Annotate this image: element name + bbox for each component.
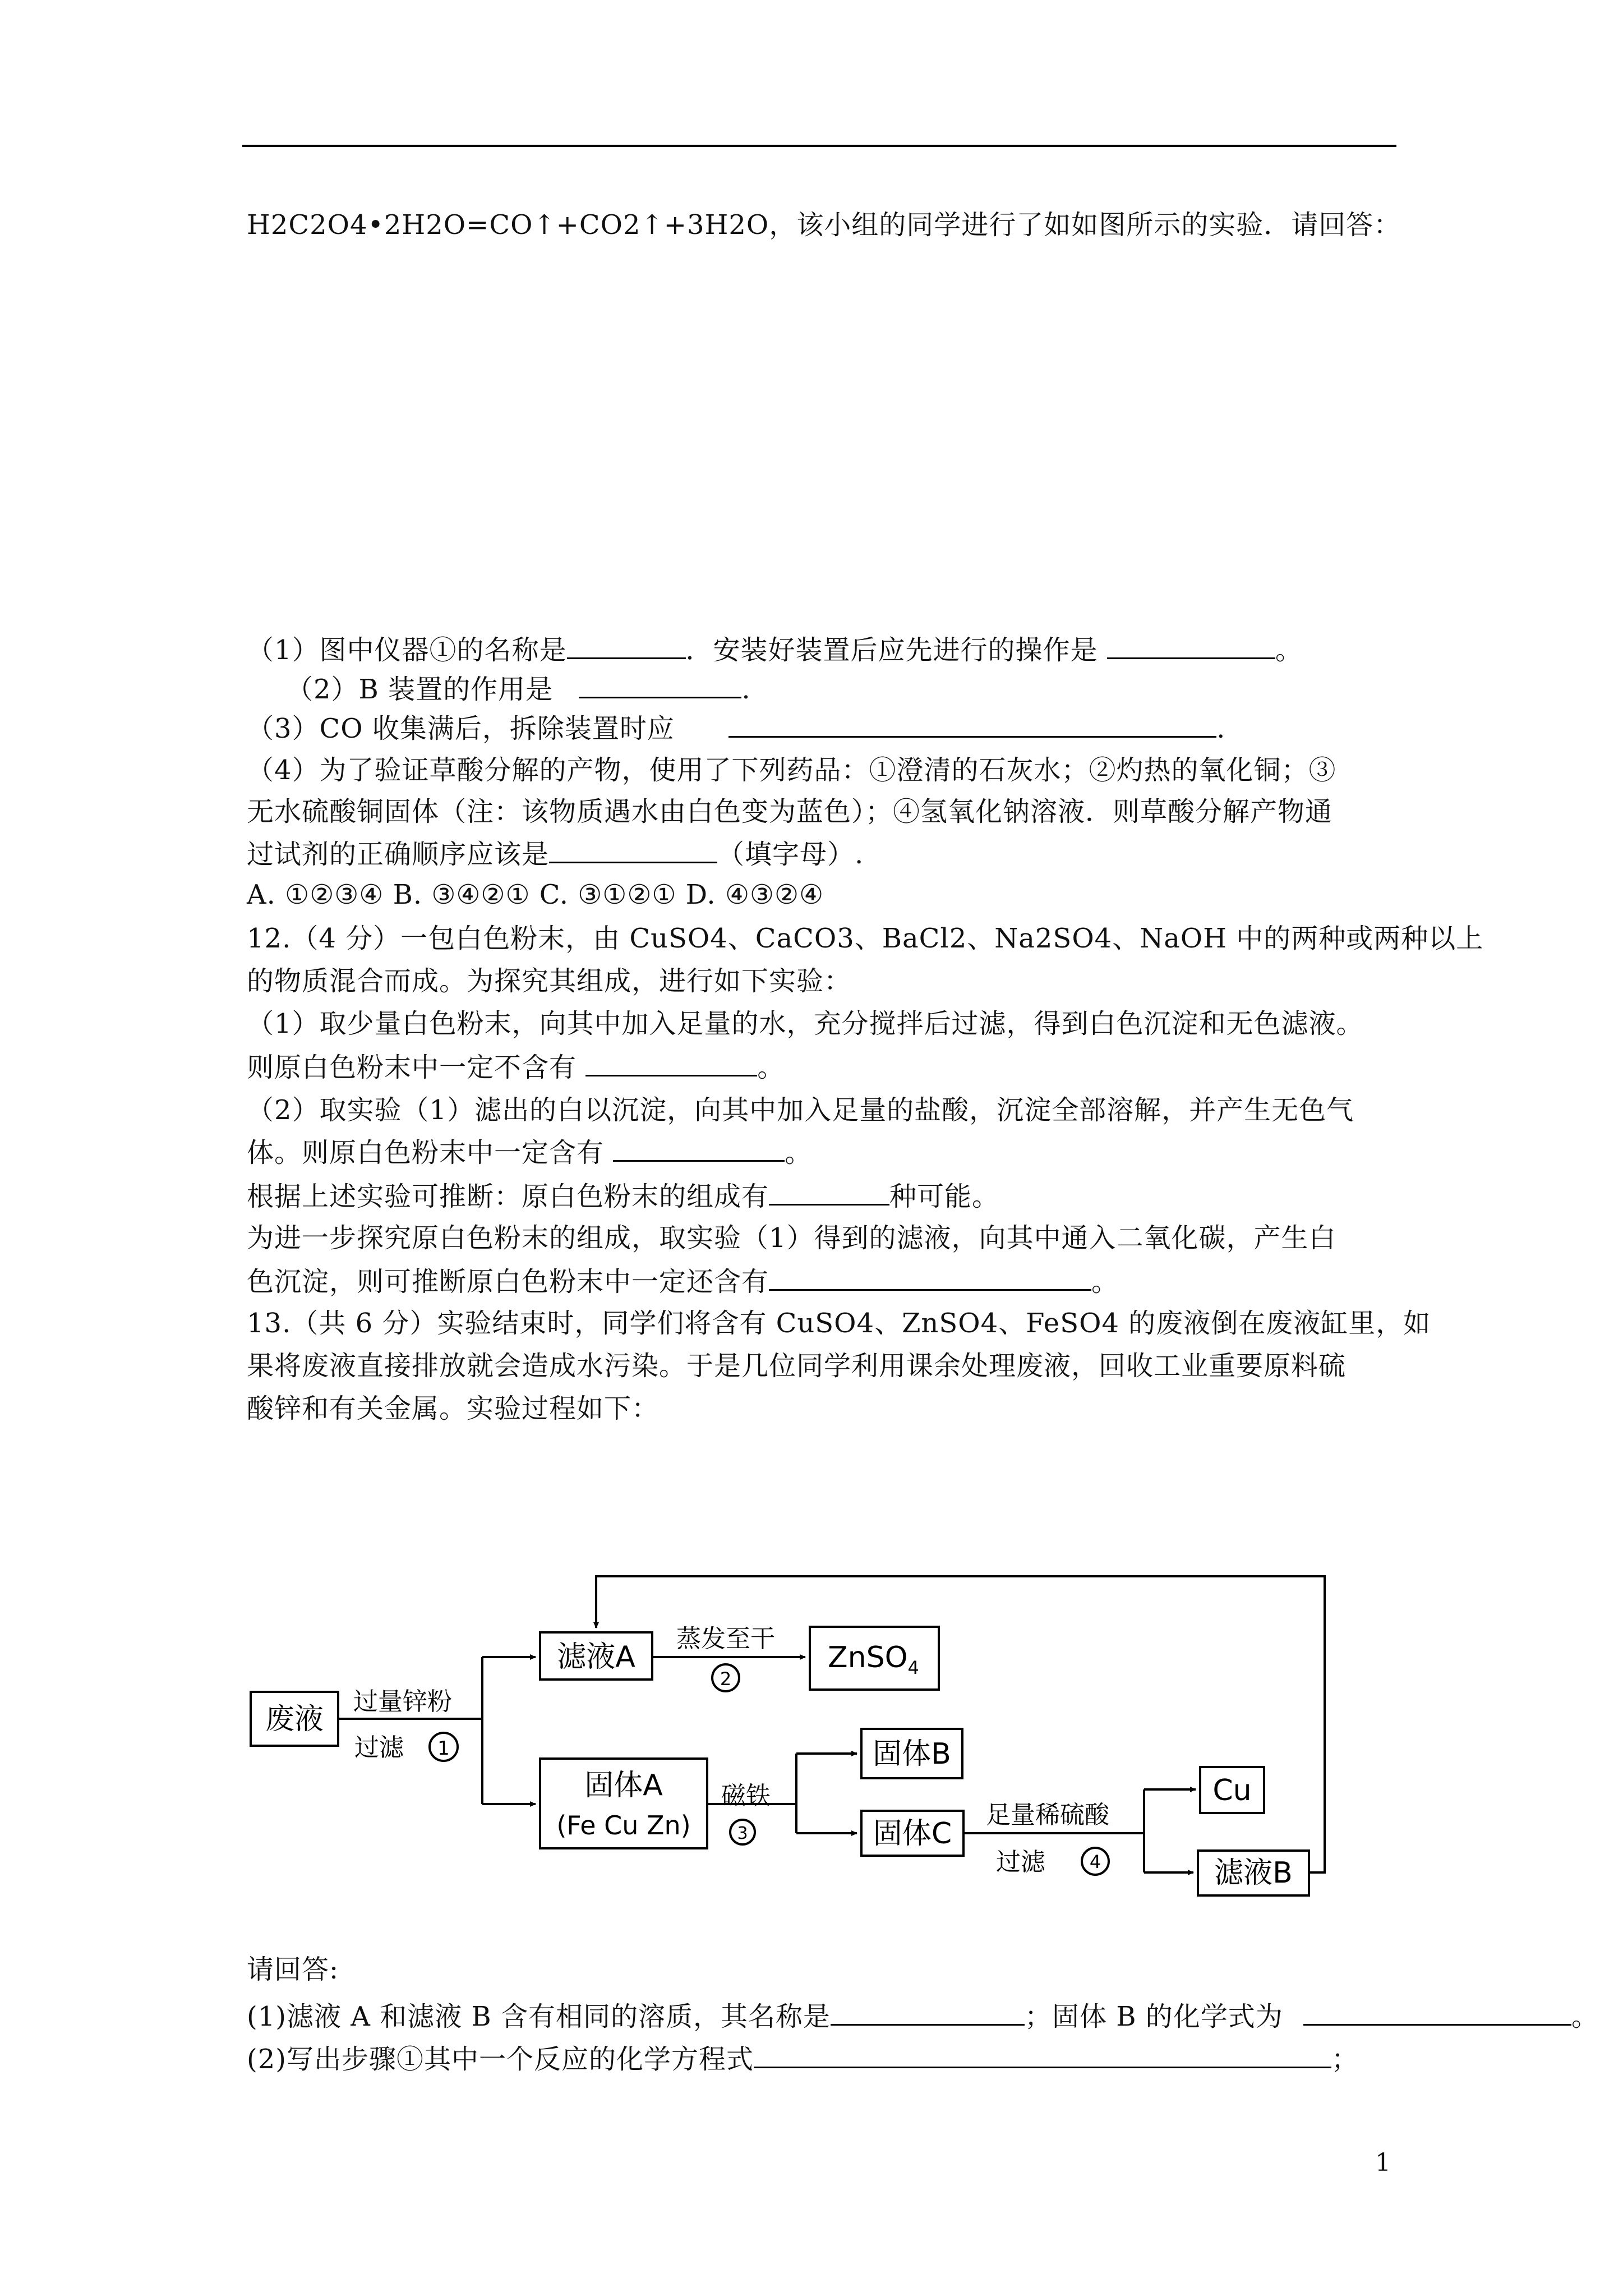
q3-text-a: （3）CO 收集满后，拆除装置时应 (247, 713, 684, 744)
q12-text-4a: 则原白色粉末中一定不含有 (247, 1052, 586, 1083)
q3-text-b: . (1216, 713, 1226, 744)
equation-line: H2C2O4•2H2O=CO↑+CO2↑+3H2O，该小组的同学进行了如如图所示的实验．请回答： (247, 209, 1401, 241)
a1-text-a: (1)滤液 A 和滤液 B 含有相同的溶质，其名称是 (247, 2001, 831, 2032)
label-acid-num: 4 (1089, 1851, 1101, 1872)
a2-text-b: ； (1331, 2044, 1359, 2075)
label-magnet: 磁铁 (721, 1782, 771, 1810)
a1-blank-2[interactable] (1303, 1997, 1571, 2026)
label-step1-bottom: 过滤 (354, 1733, 404, 1762)
label-step1-num: 1 (437, 1737, 450, 1760)
q13-line-2: 果将废液直接排放就会造成水污染。于是几位同学利用课余处理废液，回收工业重要原料硫 (247, 1350, 1347, 1382)
q12-text-7a: 根据上述实验可推断：原白色粉末的组成有 (247, 1181, 769, 1212)
a2-text-a: (2)写出步骤①其中一个反应的化学方程式 (247, 2044, 754, 2075)
q12-line-2: 的物质混合而成。为探究其组成，进行如下实验： (247, 965, 852, 997)
q12-line-5: （2）取实验（1）滤出的白以沉淀，向其中加入足量的盐酸，沉淀全部溶解，并产生无色气 (247, 1094, 1354, 1126)
label-znso4: ZnSO$_4$ (828, 1641, 919, 1678)
q4-line-1: （4）为了验证草酸分解的产物，使用了下列药品：①澄清的石灰水；②灼热的氧化铜；③ (247, 754, 1336, 786)
q12-text-6a: 体。则原白色粉末中一定含有 (247, 1137, 614, 1168)
q12-text-9a: 色沉淀，则可推断原白色粉末中一定还含有 (247, 1266, 769, 1297)
q4-text-a: 过试剂的正确顺序应该是 (247, 839, 550, 870)
q1-text-c: 。 (1275, 634, 1303, 666)
q12-line-8: 为进一步探究原白色粉末的组成，取实验（1）得到的滤液，向其中通入二氧化碳，产生白 (247, 1222, 1336, 1254)
q12-line-1: 12.（4 分）一包白色粉末，由 CuSO4、CaCO3、BaCl2、Na2SO4、NaOH 中的两种或两种以上 (247, 923, 1484, 954)
q2-text-a: （2）B 装置的作用是 (286, 674, 562, 705)
q4-text-b: （填字母）. (717, 839, 864, 870)
label-solid-a: 固体A (584, 1769, 663, 1802)
q1-text-b: ．安装好装置后应先进行的操作是 (685, 634, 1107, 666)
q12-text-9b: 。 (1091, 1266, 1119, 1297)
q12-text-6b: 。 (785, 1137, 813, 1168)
q13-line-3: 酸锌和有关金属。实验过程如下： (247, 1393, 660, 1424)
q12-text-4b: 。 (757, 1052, 785, 1083)
label-waste: 废液 (265, 1703, 324, 1736)
label-filtrate-b: 滤液B (1214, 1856, 1293, 1890)
answer-prompt: 请回答: (247, 1954, 339, 1985)
label-solid-a-sub: (Fe Cu Zn) (556, 1810, 691, 1841)
answer-1-line (247, 1997, 1599, 2035)
q1-text-a: （1）图中仪器①的名称是 (247, 634, 567, 666)
label-filtrate-a: 滤液A (557, 1640, 635, 1674)
answer-2-line (247, 2040, 1359, 2078)
label-acid-bottom: 过滤 (996, 1848, 1045, 1876)
label-magnet-num: 3 (737, 1824, 748, 1843)
a1-text-c: 。 (1571, 2001, 1599, 2032)
label-evap-num: 2 (720, 1668, 732, 1690)
q4-options: A. ①②③④ B. ③④②① C. ③①②① D. ④③②④ (247, 879, 824, 910)
label-step1-top: 过量锌粉 (353, 1687, 452, 1716)
recycle-arrow (596, 1576, 1325, 1872)
q12-line-3: （1）取少量白色粉末，向其中加入足量的水，充分搅拌后过滤，得到白色沉淀和无色滤液。 (247, 1008, 1364, 1039)
a1-text-b: ；固体 B 的化学式为 (1024, 2001, 1293, 2032)
q13-line-1: 13.（共 6 分）实验结束时，同学们将含有 CuSO4、ZnSO4、FeSO4 的废液倒在废液缸里，如 (247, 1308, 1431, 1339)
label-acid: 足量稀硫酸 (986, 1801, 1109, 1829)
q2-text-b: . (741, 674, 751, 705)
label-solid-c: 固体C (873, 1817, 952, 1851)
label-solid-b: 固体B (873, 1737, 951, 1771)
q12-text-7b: 种可能。 (889, 1181, 1000, 1212)
q4-line-2: 无水硫酸铜固体（注：该物质遇水由白色变为蓝色）；④氢氧化钠溶液．则草酸分解产物通 (247, 796, 1333, 827)
page-number: 1 (1375, 2148, 1391, 2177)
a2-blank[interactable] (754, 2040, 1331, 2068)
label-cu: Cu (1212, 1774, 1252, 1807)
a1-blank-1[interactable] (831, 1997, 1025, 2026)
label-evap: 蒸发至干 (676, 1625, 775, 1653)
